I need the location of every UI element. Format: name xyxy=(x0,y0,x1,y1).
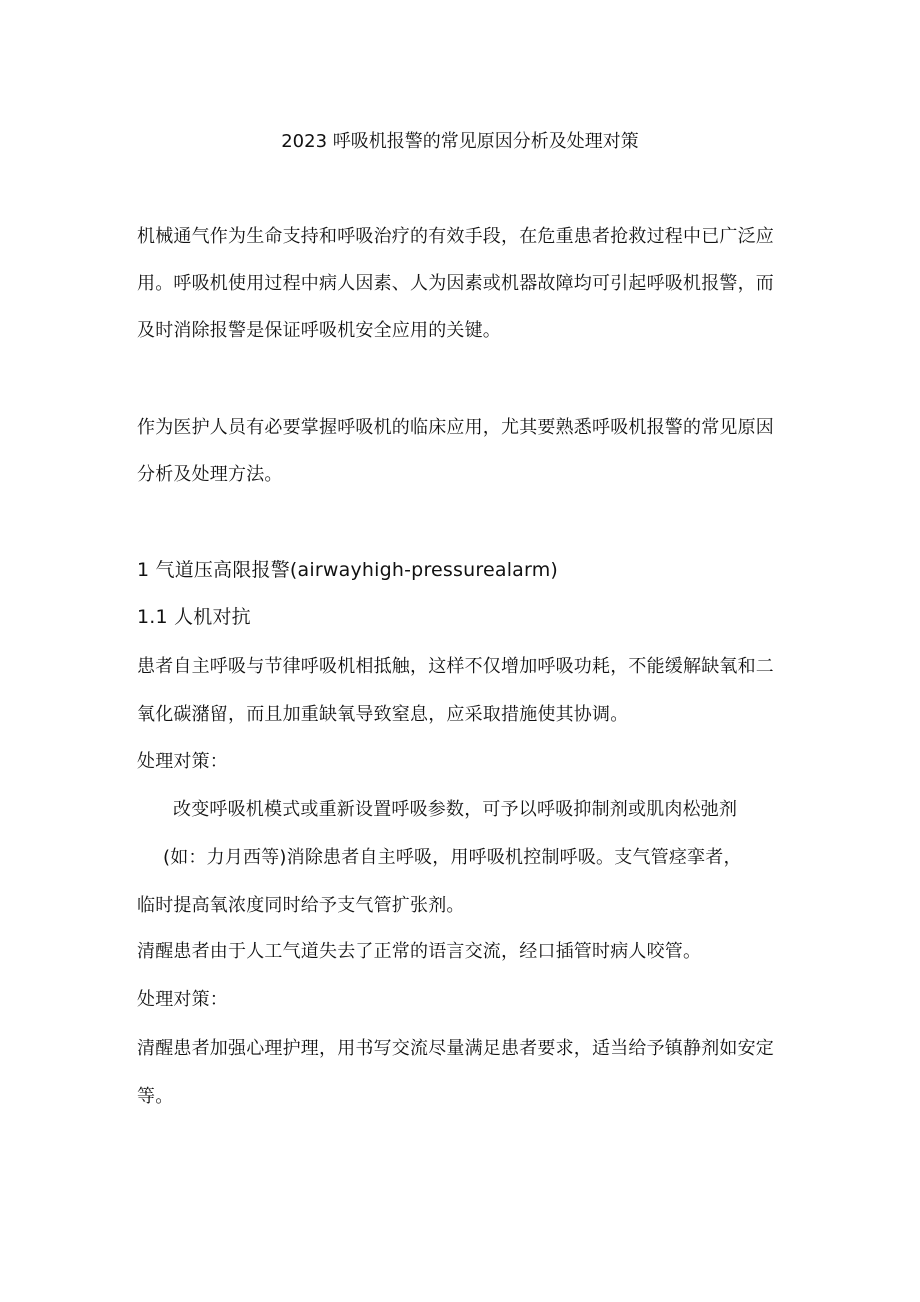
desc-line-1: 患者自主呼吸与节律呼吸机相抵触，这样不仅增加呼吸功耗，不能缓解缺氧和二 xyxy=(137,656,774,677)
subsection-1-1-heading: 1.1 人机对抗 xyxy=(137,606,251,628)
para2-line-2: 分析及处理方法。 xyxy=(137,464,283,485)
section-1-heading: 1 气道压高限报警(airwayhigh-pressurealarm) xyxy=(137,559,559,581)
measure-label-2: 处理对策： xyxy=(137,989,228,1010)
desc-line-2: 氧化碳潴留，而且加重缺氧导致窒息，应采取措施使其协调。 xyxy=(137,704,629,725)
measure2-line-1: 清醒患者加强心理护理，用书写交流尽量满足患者要求，适当给予镇静剂如安定 xyxy=(137,1038,774,1059)
intro-line-3: 及时消除报警是保证呼吸机安全应用的关键。 xyxy=(137,320,501,341)
desc2-line: 清醒患者由于人工气道失去了正常的语言交流，经口插管时病人咬管。 xyxy=(137,941,702,962)
para2-line-1: 作为医护人员有必要掌握呼吸机的临床应用，尤其要熟悉呼吸机报警的常见原因 xyxy=(137,417,774,438)
measure1-line-2: (如：力月西等)消除患者自主呼吸，用呼吸机控制呼吸。支气管痉挛者， xyxy=(163,847,742,868)
intro-line-1: 机械通气作为生命支持和呼吸治疗的有效手段，在危重患者抢救过程中已广泛应 xyxy=(137,226,774,247)
measure2-line-2: 等。 xyxy=(137,1086,174,1107)
measure1-line-3: 临时提高氧浓度同时给予支气管扩张剂。 xyxy=(137,895,465,916)
measure-label-1: 处理对策： xyxy=(137,751,228,772)
measure1-line-1: 改变呼吸机模式或重新设置呼吸参数，可予以呼吸抑制剂或肌肉松弛剂 xyxy=(173,799,738,820)
document-title: 2023 呼吸机报警的常见原因分析及处理对策 xyxy=(281,131,639,152)
intro-line-2: 用。呼吸机使用过程中病人因素、人为因素或机器故障均可引起呼吸机报警，而 xyxy=(137,273,774,294)
